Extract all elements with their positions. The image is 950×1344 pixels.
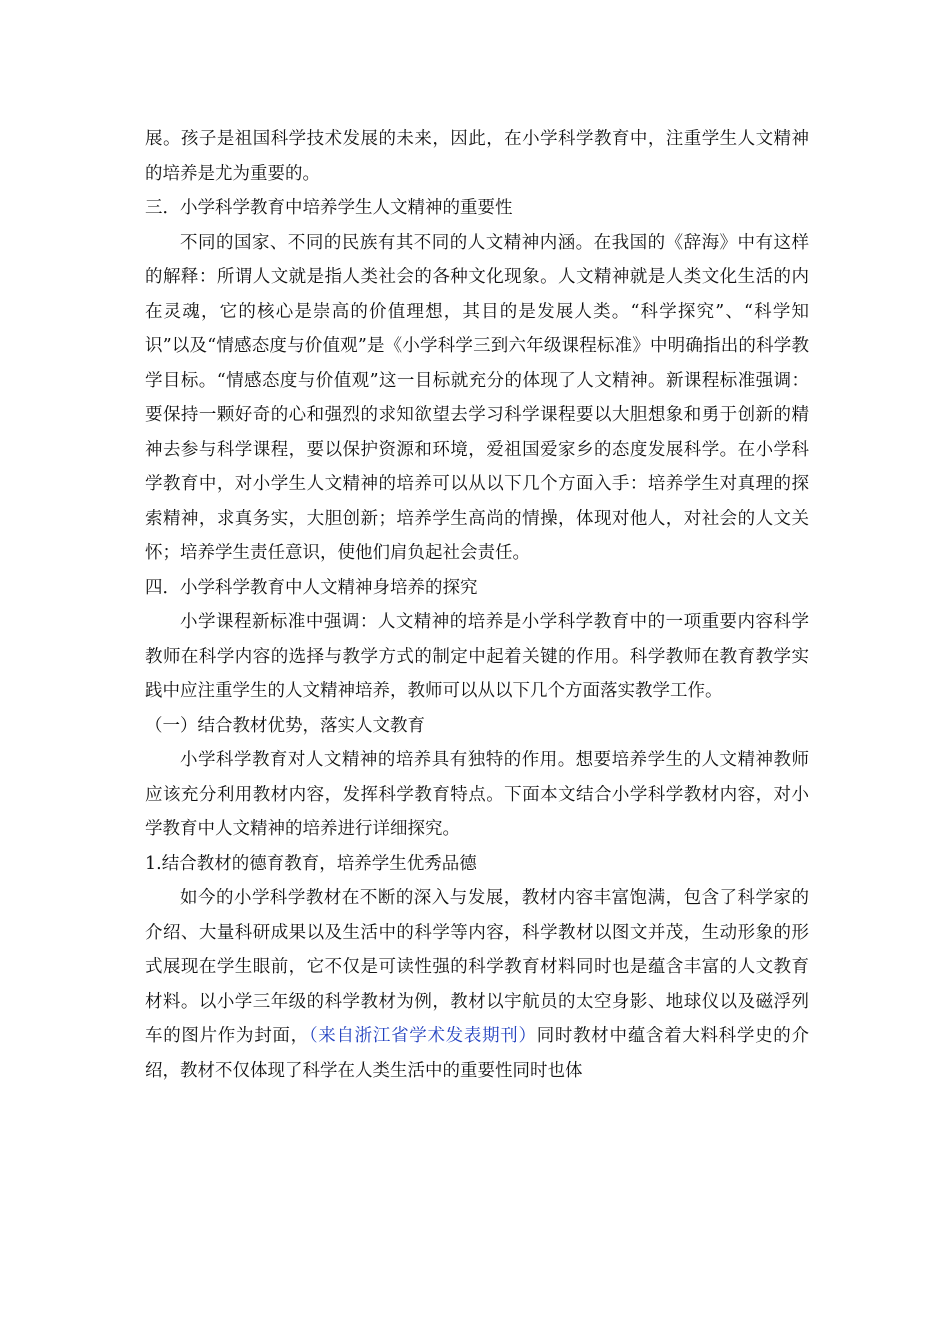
section-heading-4: 四．小学科学教育中人文精神身培养的探究: [145, 577, 478, 598]
paragraph-importance: 不同的国家、不同的民族有其不同的人文精神内涵。在我国的《辞海》中有这样的解释：所谓人文就是指人类社会的各种文化现象。人文精神就是人类文化生活的内在灵魂，它的核心是崇高的价值理想，其目的是发展人类。“科学探究”、“科学知识”以及“情感态度与价值观”是《小学科学三到六年级课程标准》中明确指出的科学教学目标。“情感态度与价值观”这一目标就充分的体现了人文精神。新课程标准强调：要保持一颗好奇的心和强烈的求知欲望去学习科学课程要以大胆想象和勇于创新的精神去参与科学课程，要以保护资源和环境，爱祖国爱家乡的态度发展科学。在小学科学教育中，对小学生人文精神的培养可以从以下几个方面入手：培养学生对真理的探索精神，求真务实，大胆创新；培养学生高尚的情操，体现对他人，对社会的人文关怀；培养学生责任意识，使他们肩负起社会责任。: [145, 232, 809, 563]
paragraph-continuation: 展。孩子是祖国科学技术发展的未来，因此，在小学科学教育中，注重学生人文精神的培养是尤为重要的。: [145, 129, 809, 184]
section-heading-3: 三．小学科学教育中培养学生人文精神的重要性: [145, 198, 513, 218]
subsubsection-heading-1: 1.结合教材的德育教育，培养学生优秀品德: [145, 853, 477, 874]
subsection-heading-1: （一）结合教材优势，落实人文教育: [145, 715, 425, 736]
paragraph-text-part-b: 同时教材中蕴含着大料科学史的介绍，教材不仅体现了科学在人类生活中的重要性同时也体: [145, 1026, 810, 1081]
paragraph-moral-education: [145, 881, 809, 1088]
document-body: [145, 122, 809, 1088]
source-link[interactable]: （来自浙江省学术发表期刊）: [308, 1026, 537, 1046]
paragraph-exploration: 小学课程新标准中强调：人文精神的培养是小学科学教育中的一项重要内容科学教师在科学内容的选择与教学方式的制定中起着关键的作用。科学教师在教育教学实践中应注重学生的人文精神培养，教师可以从以下几个方面落实教学工作。: [145, 612, 809, 701]
paragraph-textbook: 小学科学教育对人文精神的培养具有独特的作用。想要培养学生的人文精神教师应该充分利用教材内容，发挥科学教育特点。下面本文结合小学科学教材内容，对小学教育中人文精神的培养进行详细探究。: [145, 750, 809, 839]
paragraph-text-part-a: 如今的小学科学教材在不断的深入与发展，教材内容丰富饱满，包含了科学家的介绍、大量科研成果以及生活中的科学等内容，科学教材以图文并茂，生动形象的形式展现在学生眼前，它不仅是可读性强的科学教育材料同时也是蕴含丰富的人文教育材料。以小学三年级的科学教材为例，教材以宇航员的太空身影、地球仪以及磁浮列车的图片作为封面，: [145, 888, 809, 1046]
